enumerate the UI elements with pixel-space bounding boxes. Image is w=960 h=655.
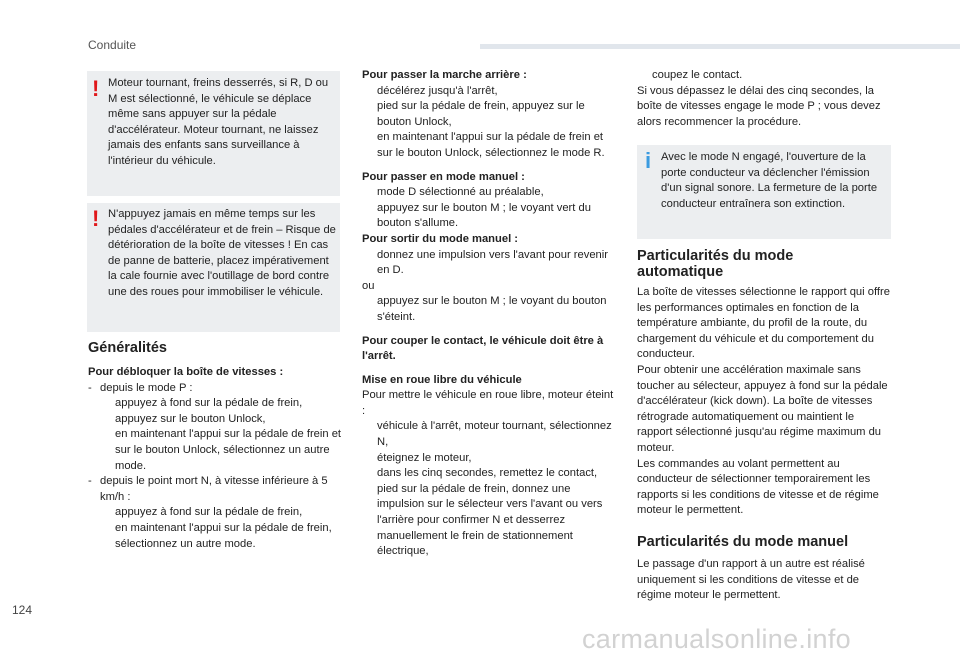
list-item: décélérez jusqu'à l'arrêt, [377, 84, 498, 97]
column-2-body [362, 68, 616, 560]
list-item: en maintenant l'appui sur la pédale de frein et sur le bouton Unlock, sélectionnez un autre mode. [115, 428, 342, 472]
heading-generalites: Généralités [88, 340, 167, 356]
auto-paragraph-2: Pour obtenir une accélération maximale sans toucher au sélecteur, appuyez à fond sur la pédale d'accélérateur (kick down). La boîte de vitesses rétrograde automatiquement ou maintient le rapport sélectionné jusqu'au régime maximum du moteur. [637, 363, 888, 454]
column-3-auto-body [637, 285, 891, 519]
list-item: appuyez sur le bouton Unlock, [115, 412, 266, 425]
info-icon: i [645, 148, 652, 173]
list-item: véhicule à l'arrêt, moteur tournant, sélectionnez N, [377, 420, 612, 449]
warning-icon: ! [92, 76, 100, 101]
list-item: donnez une impulsion vers l'avant pour revenir en D. [377, 248, 608, 277]
case1-label: depuis le mode P : [100, 381, 193, 394]
list-item: appuyez à fond sur la pédale de frein, [115, 397, 303, 410]
list-item: mode D sélectionné au préalable, [377, 186, 544, 199]
auto-paragraph-3: Les commandes au volant permettent au conducteur de sélectionner temporairement les rapports si les conditions de vitesse et de régime moteur le permettent. [637, 457, 879, 517]
list-item: appuyez sur le bouton M ; le voyant vert du bouton s'allume. [377, 201, 591, 230]
unlock-case-2 [88, 474, 344, 505]
list-item: en maintenant l'appui sur la pédale de frein, sélectionnez un autre mode. [115, 521, 332, 550]
case2-label: depuis le point mort N, à vitesse inférieure à 5 km/h : [100, 475, 328, 503]
watermark-text: carmanualsonline.info [582, 624, 851, 654]
warning-box-1 [87, 71, 340, 196]
warning-text-2: N'appuyez jamais en même temps sur les pédales d'accélérateur et de frein – Risque de détérioration de la boîte de vitesses ! En cas de panne de batterie, placez impérativement la cale fournie avec l'outillage de bord contre une des roues pour immobiliser le véhicule. [108, 208, 336, 298]
or-text: ou [362, 279, 375, 292]
cut-contact-title: Pour couper le contact, le véhicule doit être à l'arrêt. [362, 334, 604, 363]
list-item: appuyez sur le bouton M ; le voyant du bouton s'éteint. [377, 295, 607, 323]
warning-text-1: Moteur tournant, freins desserrés, si R, D ou M est sélectionné, le véhicule se déplace même sans appuyer sur la pédale d'accélérateur. Moteur tournant, ne laissez jamais des enfants sans surveillance à l'intérieur du véhicule. [108, 77, 329, 167]
list-item: éteignez le moteur, [377, 451, 472, 464]
unlock-title: Pour débloquer la boîte de vitesses : [88, 366, 284, 378]
list-item: pied sur la pédale de frein, donnez une impulsion sur le sélecteur vers l'avant ou vers l'arrière pour confirmer N et desserrez manuellement le frein de stationnement électrique, [377, 482, 603, 558]
info-box [637, 145, 891, 239]
manual-paragraph: Le passage d'un rapport à un autre est réalisé uniquement si les conditions de vitesse et de régime moteur le permettent. [637, 558, 865, 602]
warning-icon: ! [92, 206, 100, 231]
case1-steps [88, 396, 344, 474]
info-text: Avec le mode N engagé, l'ouverture de la porte conducteur va déclencher l'émission d'un signal sonore. La fermeture de la porte conducteur entraînera son extinction. [661, 151, 878, 210]
timeout-text: Si vous dépassez le délai des cinq secondes, la boîte de vitesses engage le mode P ; vous devez alors recommencer la procédure. [637, 84, 881, 128]
warning-box-2 [87, 203, 340, 332]
list-item: dans les cinq secondes, remettez le contact, [377, 467, 598, 480]
auto-paragraph-1: La boîte de vitesses sélectionne le rapport qui offre les performances optimales en fonction de la température ambiante, du profil de la route, du chargement du véhicule et du comportement du conducteur. [637, 286, 890, 361]
section-title: Conduite [88, 38, 137, 52]
exit-manual-title: Pour sortir du mode manuel : [362, 232, 519, 245]
list-item: pied sur la pédale de frein, appuyez sur le bouton Unlock, [377, 100, 585, 128]
column-3-manual-body [637, 557, 891, 604]
header-bar [480, 44, 960, 49]
free-wheel-intro: Pour mettre le véhicule en roue libre, moteur éteint : [362, 389, 614, 417]
column-1-body [88, 365, 344, 552]
heading-auto-mode: Particularités du mode automatique [637, 248, 794, 280]
case2-steps [88, 505, 344, 552]
unlock-case-1 [88, 381, 344, 397]
page-number: 124 [12, 603, 33, 617]
list-item: en maintenant l'appui sur la pédale de frein et sur le bouton Unlock, sélectionnez le mode R. [377, 131, 605, 159]
free-wheel-title: Mise en roue libre du véhicule [362, 373, 522, 386]
dash-mark: - [88, 475, 92, 488]
list-item: coupez le contact. [652, 69, 743, 81]
heading-manual-mode: Particularités du mode manuel [637, 534, 849, 550]
list-item: appuyez à fond sur la pédale de frein, [115, 506, 303, 519]
column-3-top [637, 68, 891, 130]
manual-title: Pour passer en mode manuel : [362, 170, 525, 183]
dash-mark: - [88, 381, 92, 394]
reverse-title: Pour passer la marche arrière : [362, 69, 527, 81]
